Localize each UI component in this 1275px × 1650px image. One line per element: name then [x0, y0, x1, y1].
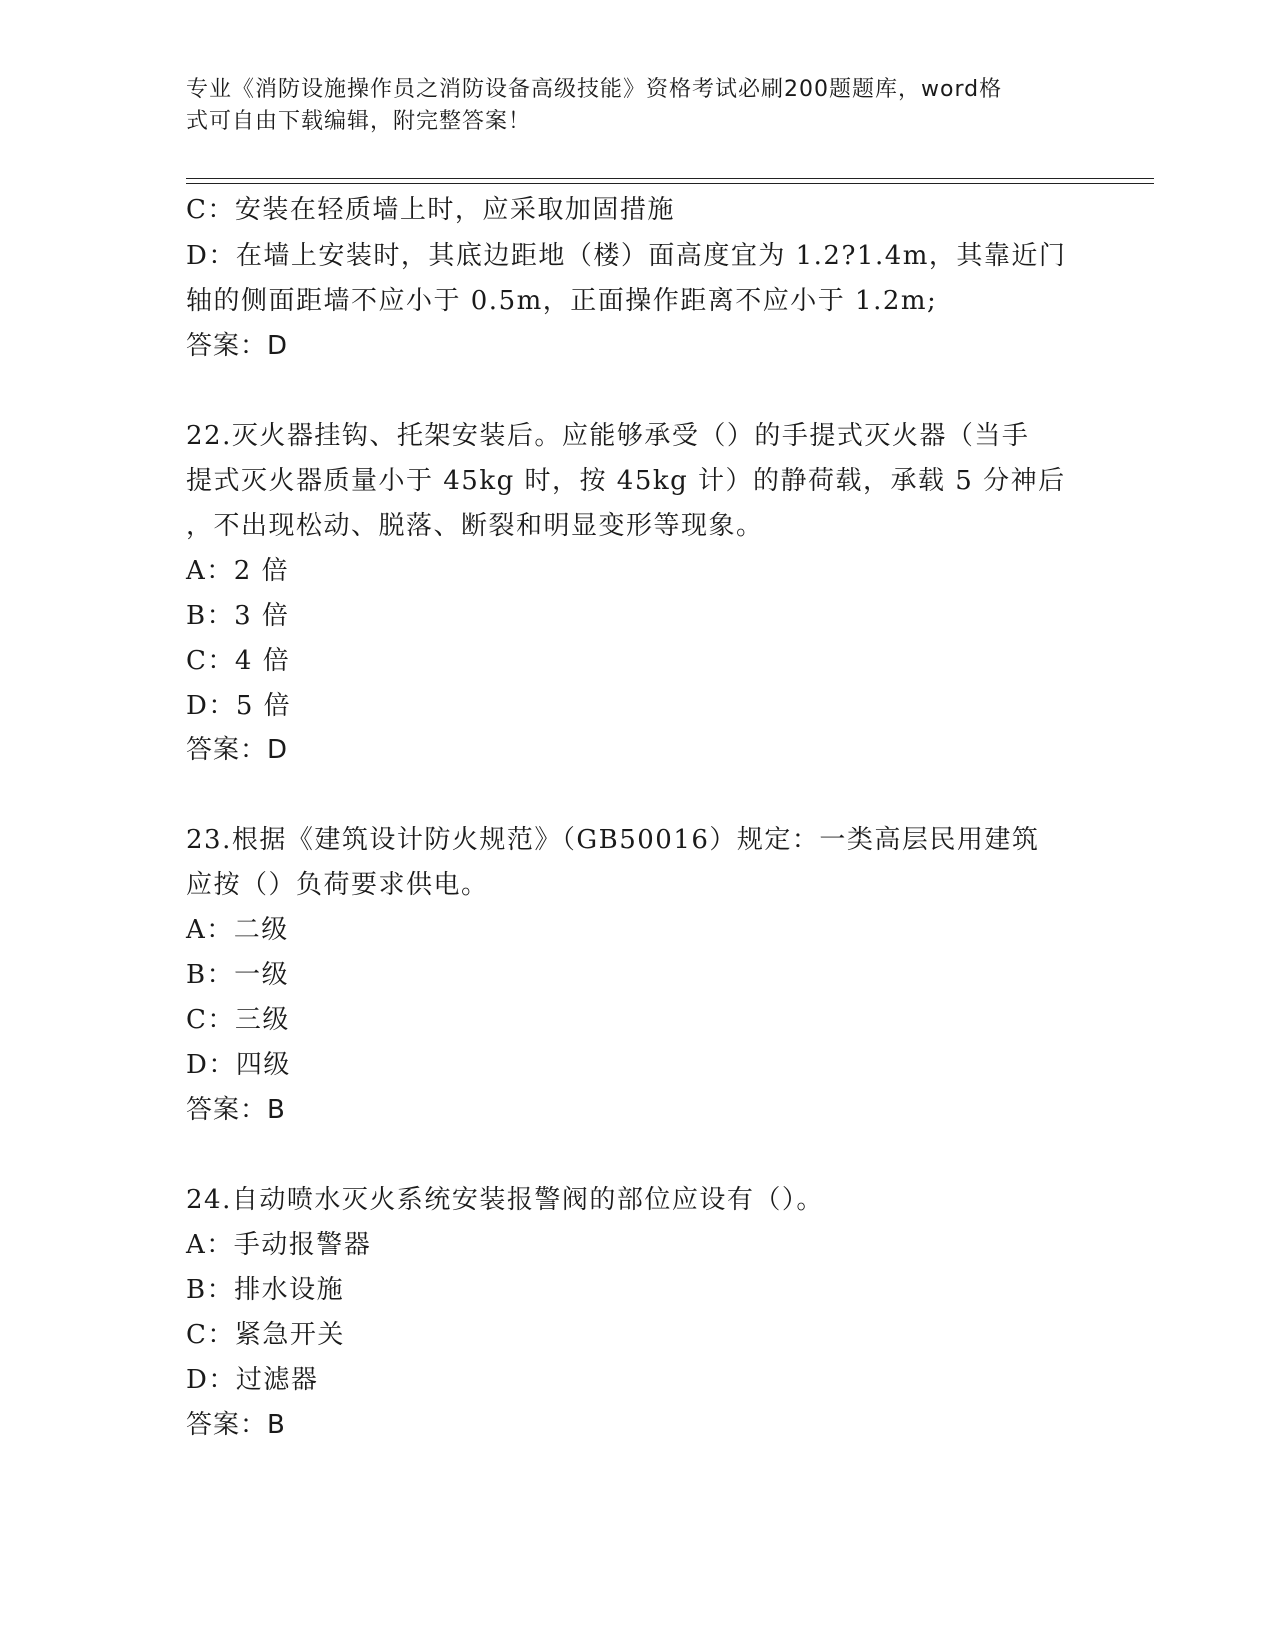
header-line-1: 专业《消防设施操作员之消防设备高级技能》资格考试必刷200题题库，word格 [186, 77, 1003, 102]
header-divider-top [186, 178, 1154, 179]
q24-option-a: A：手动报警器 [186, 1230, 372, 1260]
q23-option-b: B：一级 [186, 960, 290, 990]
header-divider-bottom [186, 183, 1154, 184]
q23-option-a: A：二级 [186, 915, 289, 945]
q22-stem-line-3: ，不出现松动、脱落、断裂和明显变形等现象。 [186, 511, 764, 541]
q22-stem-line-1: 22.灭火器挂钩、托架安装后。应能够承受（）的手提式灭火器（当手 [186, 421, 1030, 451]
q23-stem-line-1: 23.根据《建筑设计防火规范》（GB50016）规定：一类高层民用建筑 [186, 825, 1040, 855]
q23-stem-line-2: 应按（）负荷要求供电。 [186, 870, 489, 900]
q23-option-d: D：四级 [186, 1050, 291, 1080]
q24-option-d: D：过滤器 [186, 1365, 319, 1395]
q22-option-c: C：4 倍 [186, 646, 291, 676]
q22-answer: 答案：D [186, 735, 289, 765]
q21-answer: 答案：D [186, 331, 289, 361]
q22-stem-line-2: 提式灭火器质量小于 45kg 时，按 45kg 计）的静荷载，承载 5 分神后 [186, 466, 1066, 496]
q22-option-d: D：5 倍 [186, 691, 292, 721]
q24-option-b: B：排水设施 [186, 1275, 345, 1305]
q21-option-d-line-2: 轴的侧面距墙不应小于 0.5m，正面操作距离不应小于 1.2m; [186, 286, 938, 316]
header-line-2: 式可自由下载编辑，附完整答案！ [186, 109, 532, 134]
q24-option-c: C：紧急开关 [186, 1320, 345, 1350]
q24-answer: 答案：B [186, 1410, 286, 1440]
q23-option-c: C：三级 [186, 1005, 290, 1035]
document-header [186, 74, 1086, 138]
q22-option-b: B：3 倍 [186, 601, 290, 631]
q24-stem-line-1: 24.自动喷水灭火系统安装报警阀的部位应设有（）。 [186, 1185, 824, 1215]
q21-option-d-line-1: D：在墙上安装时，其底边距地（楼）面高度宜为 1.2?1.4m，其靠近门 [186, 241, 1067, 271]
q21-option-c: C：安装在轻质墙上时，应采取加固措施 [186, 195, 675, 225]
q23-answer: 答案：B [186, 1095, 286, 1125]
q22-option-a: A：2 倍 [186, 556, 290, 586]
